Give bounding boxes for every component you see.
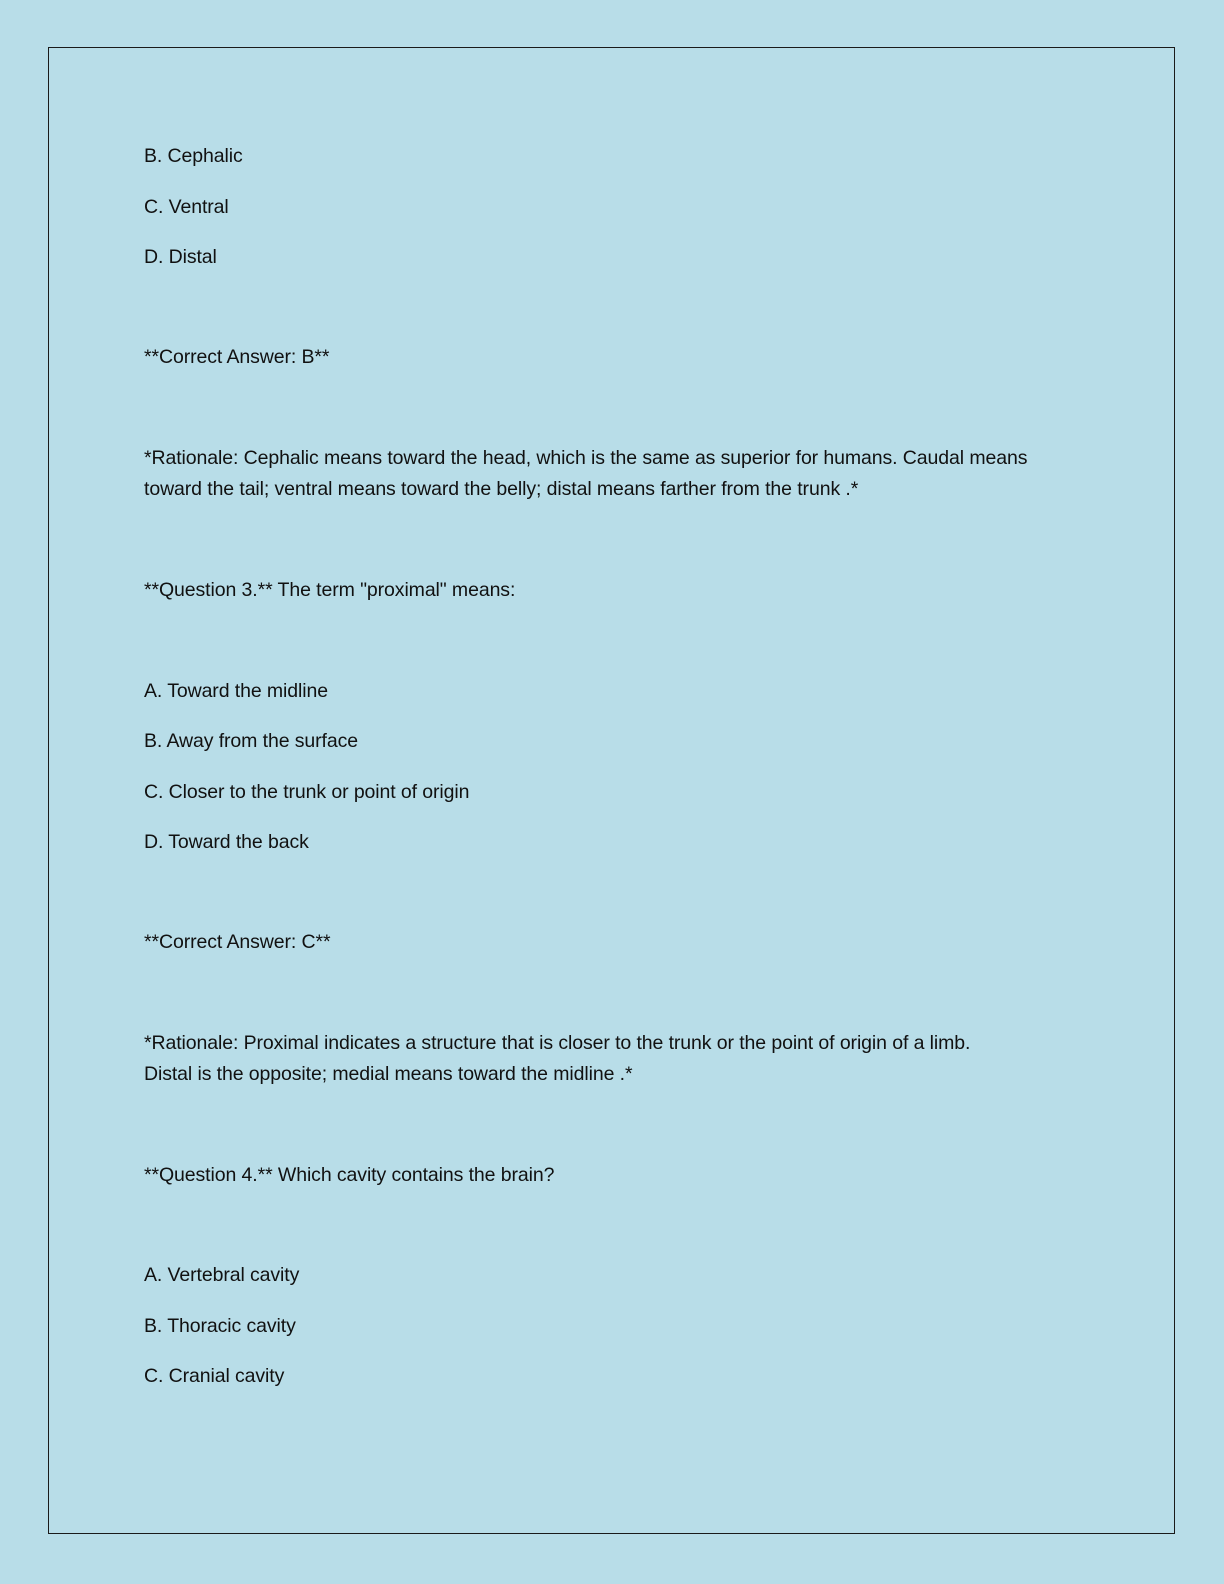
rationale-q2-line-1: *Rationale: Cephalic means toward the head, which is the same as superior for humans. Caudal means — [144, 447, 1028, 469]
option-a-vertebral-cavity: A. Vertebral cavity — [144, 1264, 300, 1286]
option-b-cephalic: B. Cephalic — [144, 145, 243, 167]
option-c-closer-to-trunk: C. Closer to the trunk or point of origin — [144, 781, 470, 803]
rationale-q3-line-1: *Rationale: Proximal indicates a structure that is closer to the trunk or the point of origin of a limb. — [144, 1032, 971, 1054]
option-a-toward-midline: A. Toward the midline — [144, 680, 328, 702]
option-b-away-from-surface: B. Away from the surface — [144, 730, 359, 752]
correct-answer-q2: **Correct Answer: B** — [144, 346, 330, 368]
option-d-distal: D. Distal — [144, 246, 217, 268]
option-c-ventral: C. Ventral — [144, 196, 229, 218]
option-d-toward-back: D. Toward the back — [144, 831, 309, 853]
question-4: **Question 4.** Which cavity contains the brain? — [144, 1164, 555, 1186]
rationale-q2-line-2: toward the tail; ventral means toward the belly; distal means farther from the trunk .* — [144, 478, 859, 500]
option-c-cranial-cavity: C. Cranial cavity — [144, 1365, 285, 1387]
correct-answer-q3: **Correct Answer: C** — [144, 931, 331, 953]
rationale-q3-line-2: Distal is the opposite; medial means toward the midline .* — [144, 1063, 633, 1085]
question-3: **Question 3.** The term "proximal" means: — [144, 579, 516, 601]
option-b-thoracic-cavity: B. Thoracic cavity — [144, 1315, 296, 1337]
